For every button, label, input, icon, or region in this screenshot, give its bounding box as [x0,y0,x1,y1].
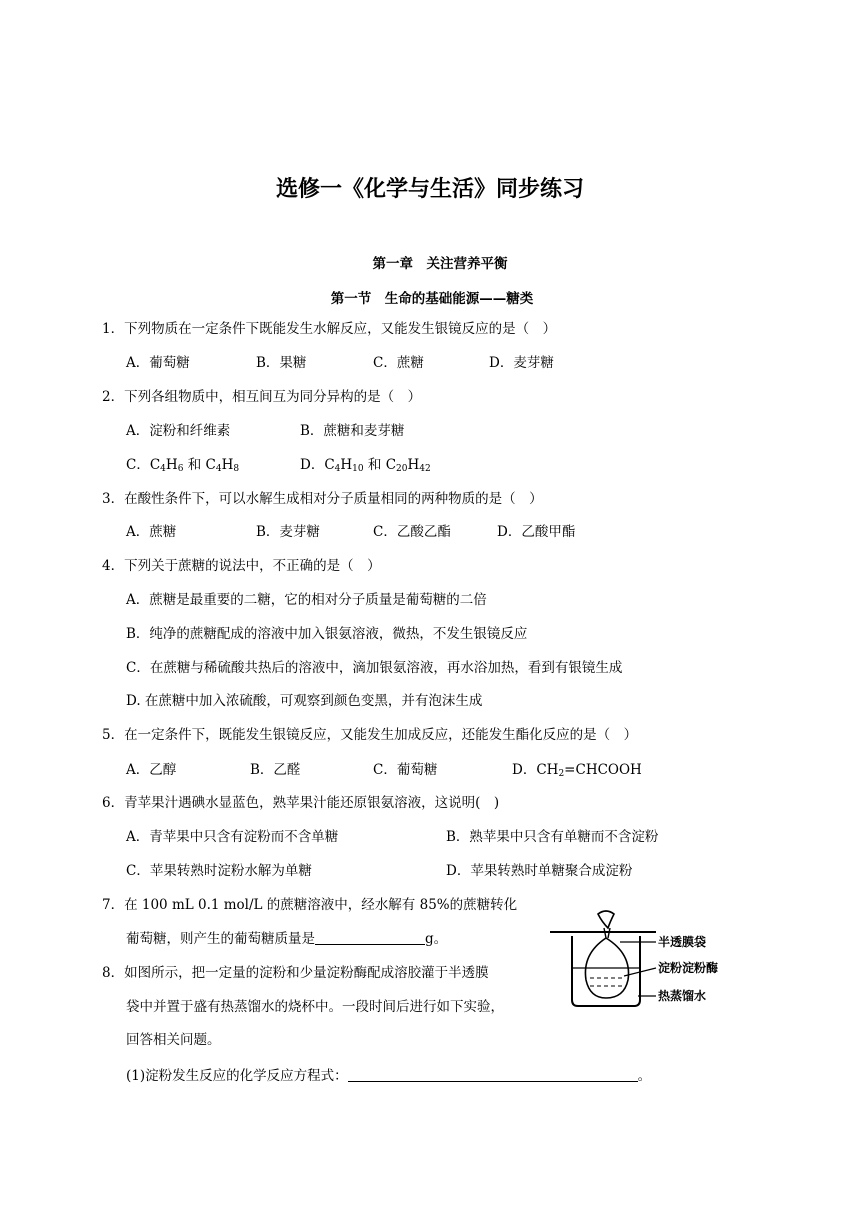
question-2-stem: 2．下列各组物质中，相互间互为同分异构的是（ ） [102,389,422,405]
q4-option-c: C．在蔗糖与稀硫酸共热后的溶液中，滴加银氨溶液，再水浴加热，看到有银镜生成 [126,660,623,676]
q4-option-b: B．纯净的蔗糖配成的溶液中加入银氨溶液，微热，不发生银镜反应 [126,626,528,642]
q2-option-a: A．淀粉和纤维素 [126,423,231,439]
q6-option-d: D．苹果转熟时单糖聚合成淀粉 [446,863,633,879]
section-heading: 第一节 生命的基础能源——糖类 [330,291,534,307]
question-7-line-1: 7．在 100 mL 0.1 mol/L 的蔗糖溶液中，经水解有 85%的蔗糖转化 [102,897,518,913]
question-6-stem: 6．青苹果汁遇碘水显蓝色，熟苹果汁能还原银氨溶液，这说明( ) [102,795,500,811]
q3-option-b: B．麦芽糖 [256,524,320,540]
answer-blank [348,1067,638,1082]
question-5-stem: 5．在一定条件下，既能发生银镜反应，又能发生加成反应，还能发生酯化反应的是（ ） [102,727,638,743]
q2-option-c: C．$C_4H_6$ 和 $C_4H_8$ [126,457,240,474]
apparatus-diagram [548,908,738,1018]
label-semipermeable-bag: 半透膜袋 [658,935,707,949]
q5-option-b: B．乙醛 [250,762,301,778]
page-title: 选修一《化学与生活》同步练习 [275,177,584,202]
q1-option-b: B．果糖 [256,355,307,371]
q5-option-a: A．乙醇 [126,762,177,778]
question-7-line-2: 葡萄糖，则产生的葡萄糖质量是 g。 [126,931,448,947]
question-8-line-3: 回答相关问题。 [126,1032,221,1048]
q4-option-d: D. 在蔗糖中加入浓硫酸，可观察到颜色变黑，并有泡沫生成 [126,693,483,709]
chapter-heading: 第一章 关注营养平衡 [372,256,508,272]
q3-option-a: A．蔗糖 [126,524,177,540]
answer-blank [315,930,425,945]
q6-option-b: B．熟苹果中只含有单糖而不含淀粉 [446,829,659,845]
beaker [572,936,640,1006]
q1-option-c: C．蔗糖 [373,355,424,371]
q3-option-d: D．乙酸甲酯 [497,524,576,540]
question-8-line-1: 8．如图所示，把一定量的淀粉和少量淀粉酶配成溶胶灌于半透膜 [102,965,489,981]
label-starch-amylase: 淀粉淀粉酶 [658,961,719,975]
q4-option-a: A．蔗糖是最重要的二糖，它的相对分子质量是葡萄糖的二倍 [126,592,487,608]
question-3-stem: 3．在酸性条件下，可以水解生成相对分子质量相同的两种物质的是（ ） [102,491,543,507]
question-1-stem: 1．下列物质在一定条件下既能发生水解反应，又能发生银镜反应的是（ ） [102,321,557,337]
question-8-line-2: 袋中并置于盛有热蒸馏水的烧杯中。一段时间后进行如下实验， [126,999,504,1015]
q5-option-d: D．$CH_2=CHCOOH$ [512,762,642,779]
q2-option-d: D．$C_4H_{10}$ 和 $C_{20}H_{42}$ [300,457,431,474]
beaker-illustration [548,908,738,1018]
q3-option-c: C．乙酸乙酯 [373,524,451,540]
q5-option-c: C．葡萄糖 [373,762,438,778]
q2-option-b: B．蔗糖和麦芽糖 [300,423,405,439]
q6-option-a: A．青苹果中只含有淀粉而不含单糖 [126,829,339,845]
bag-knot [598,911,614,928]
q6-option-c: C．苹果转熟时淀粉水解为单糖 [126,863,312,879]
label-hot-distilled-water: 热蒸馏水 [658,989,707,1003]
question-4-stem: 4．下列关于蔗糖的说法中，不正确的是（ ） [102,558,381,574]
q1-option-d: D．麦芽糖 [489,355,554,371]
question-8-subquestion-1: (1)淀粉发生反应的化学反应方程式： 。 [126,1068,652,1084]
q1-option-a: A．葡萄糖 [126,355,190,371]
